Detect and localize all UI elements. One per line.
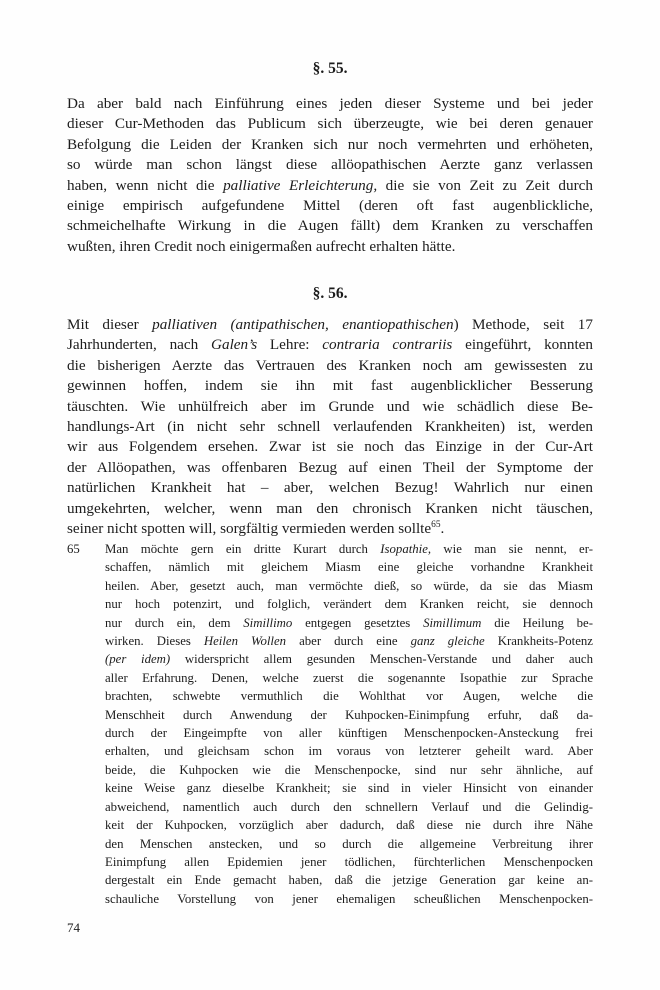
footnote-text [105,540,593,908]
text-line: nur hoch potenzirt, und folglich, verändert dem Kranken reicht, sie dennoch [105,597,593,612]
text-line: Menschheit durch Anwendung der Kuhpocken-Einimpfung erfuhr, daß da- [105,707,593,722]
text-line: täuschten. Wie unhülfreich aber im Grunde und wie schädlich diese Be- [67,397,593,415]
text-line: so würde man schon längst diese allöopathischen Aerzte ganz verlassen [67,156,593,174]
text-line: keit der Kuhpocken, vorzüglich aber dadurch, daß diese nie durch ihre Nähe [105,818,593,833]
section-heading-55: §. 55. [312,60,348,77]
text-line: Befolgung die Leiden der Kranken sich nur noch vermehrten und erhöheten, [67,135,593,153]
text-line: heilen. Aber, gesetzt auch, man vermöchte dieß, so würde, da sie das Miasm [105,578,593,593]
page-number: 74 [67,920,80,935]
footnote-marker: 65 [67,542,80,556]
text-line: schmeichelhafte Wirkung in die Augen fällt) dem Kranken zu verschaffen [67,217,593,235]
text-line: beide, die Kuhpocken wie die Menschenpocke, sind nur sehr ähnliche, auf [105,762,593,777]
paragraph-55 [67,94,593,257]
text-line: Einimpfung allen Epidemien jener tödlichen, fürchterlichen Menschenpocken [105,854,593,869]
text-line: erhalten, und gleichsam schon im voraus von letzterer geheilt ward. Aber [105,744,593,759]
text-line: brachten, schwebte vermuthlich die Wohlthat vor Augen, welche die [105,689,593,704]
text-line: natürlichen Krankheit hat – aber, welchen Bezug! Wahrlich nur einen [67,479,593,497]
text-line: Da aber bald nach Einführung eines jeden dieser Systeme und bei jeder [67,95,593,112]
text-line: die bisherigen Aerzte das Vertrauen des Kranken noch am gewissesten zu [67,356,593,374]
text-line: umgekehrten, welcher, wenn man den chronisch Kranken nicht täuschen, [67,499,593,517]
paragraph-56 [67,315,593,539]
text-line: Mit dieser palliativen (antipathischen, enantiopathischen) Methode, seit 17 [67,316,593,333]
text-line: schauliche Vorstellung von jener ehemaligen scheußlichen Menschenpocken- [105,891,593,906]
text-line: dieser Cur-Methoden das Publicum sich überzeugte, wie bei deren genauer [67,115,593,133]
footnote-65 [67,540,593,908]
text-line: handlungs-Art (in nicht sehr schnell verlaufenden Krankheiten) ist, werden [67,418,593,436]
text-line: abweichend, namentlich auch durch den schnellern Verlauf und die Gelindig- [105,799,593,814]
text-line: der Allöopathen, was offenbaren Bezug auf einen Theil der Symptome der [67,458,593,476]
text-line: (per idem) widerspricht allem gesunden Menschen-Verstande und daher auch [105,652,593,667]
text-line: seiner nicht spotten will, sorgfältig vermieden werden sollte$^{65}$. [67,520,445,538]
text-line: haben, wenn nicht die palliative Erleichterung, die sie von Zeit zu Zeit durch [67,176,593,194]
text-line: keine Weise ganz dieselbe Krankheit; sie sind in vieler Hinsicht von einander [105,781,593,796]
text-line: durch der Eingeimpfte von aller künftigen Menschenpocken-Ansteckung frei [105,726,593,741]
text-line: wußten, ihren Credit noch einigermaßen aufrecht erhalten hätte. [67,237,456,255]
text-line: den Menschen anstecken, und so durch die allgemeine Verbreitung ihrer [105,836,593,851]
text-line: schaffen, nämlich mit gleichem Miasm eine gleiche vorhandne Krankheit [105,560,593,575]
text-line: aller Erfahrung. Denen, welche zuerst die sogenannte Isopathie zur Sprache [105,670,593,685]
section-heading-56: §. 56. [312,285,348,302]
text-line: gewinnen hoffen, indem sie ihn mit fast augenblicklicher Besserung [67,377,593,395]
text-line: dergestalt ein Ende gemacht haben, daß die jetzige Generation gar keine an- [105,873,593,888]
text-line: nur durch ein, dem Simillimo entgegen gesetztes Simillimum die Heilung be- [105,615,593,630]
text-line: wir aus Folgendem ersehen. Zwar ist sie noch das Einzige in der Cur-Art [67,438,593,456]
text-line: Jahrhunderten, nach Galen’s Lehre: contraria contrariis eingeführt, konnten [67,336,593,354]
text-line: Man möchte gern ein dritte Kurart durch Isopathie, wie man sie nennt, er- [105,542,593,556]
text-line: einige empirisch aufgefundene Mittel (deren oft fast augenblickliche, [67,197,593,215]
text-line: wirken. Dieses Heilen Wollen aber durch eine ganz gleiche Krankheits-Potenz [105,634,593,649]
